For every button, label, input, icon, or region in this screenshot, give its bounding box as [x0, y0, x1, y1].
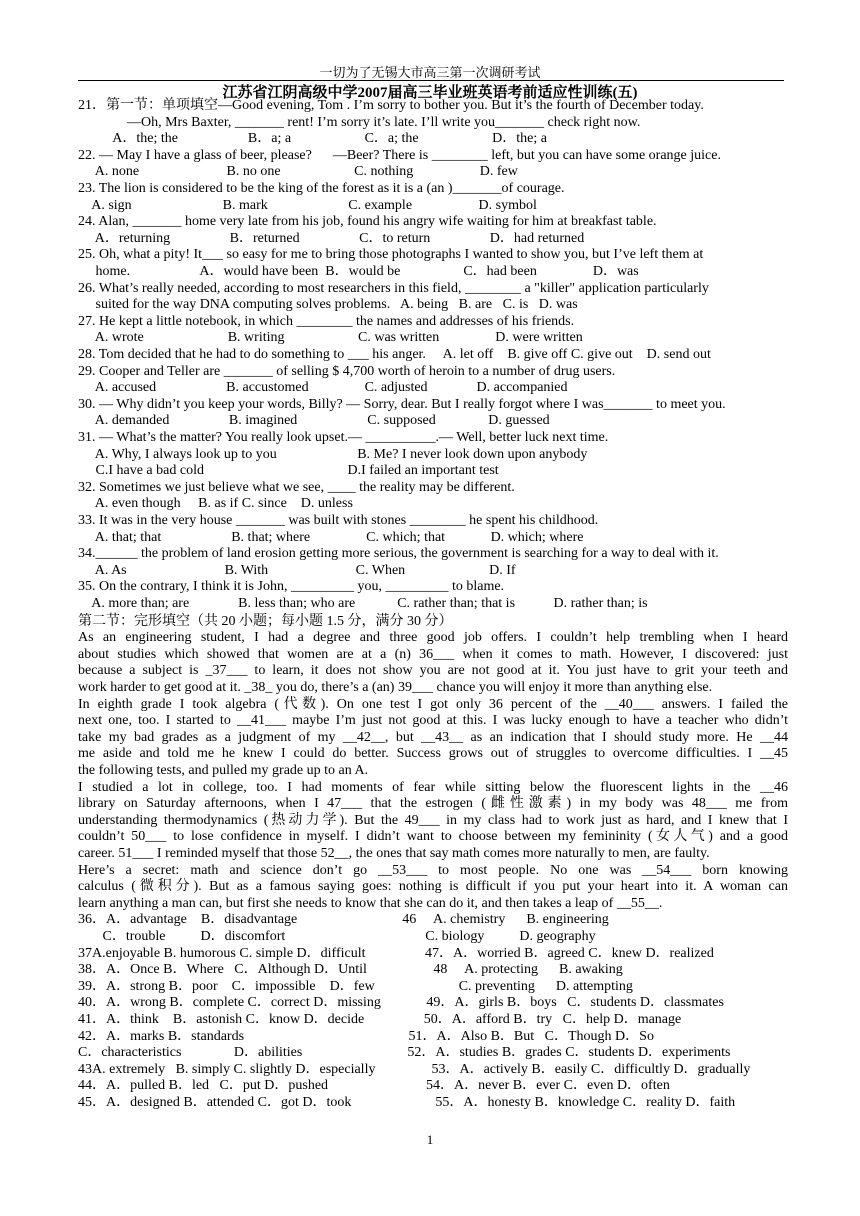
running-header: 一切为了无锡大市高三第一次调研考试	[319, 65, 541, 80]
option-line: 38．A．Once B．Where C．Although D．Until 48 A. protecting B. awaking	[78, 962, 623, 978]
passage-line: understanding thermodynamics (热动力学). But the 49___ in my class had to work just as hard, and I knew that I	[78, 812, 788, 828]
question-line: A. Why, I always look up to you B. Me? I never look down upon anybody	[78, 446, 588, 462]
document-title: 江苏省江阴高级中学2007届高三毕业班英语考前适应性训练(五)	[222, 85, 638, 101]
question-line: A. As B. With C. When D. If	[78, 562, 516, 578]
question-line: 21．第一节：单项填空—Good evening, Tom . I’m sorry to bother you. But it’s the fourth of December today.	[78, 98, 704, 113]
option-line: C．trouble D．discomfort C. biology D. geography	[78, 929, 596, 944]
passage-line: about studies which showed that women are at a (n) 36___ when it comes to math. However, I discovered: just	[78, 646, 788, 662]
option-line: C．characteristics D．abilities 52．A．studies B．grades C．students D．experiments	[78, 1045, 731, 1061]
question-line: 34.______ the problem of land erosion getting more serious, the government is searching for a way to deal with it.	[78, 546, 719, 562]
passage-line: the following tests, and pulled my grade up to an A.	[78, 763, 369, 778]
passage-line: me aside and told me he knew I could do better. Success grows out of struggles to overcome difficulties. I __45	[78, 746, 788, 762]
question-line: A. accused B. accustomed C. adjusted D. accompanied	[78, 380, 568, 396]
question-line: 35. On the contrary, I think it is John, _________ you, _________ to blame.	[78, 579, 505, 595]
option-line: 36．A．advantage B．disadvantage 46 A. chemistry B. engineering	[78, 912, 609, 928]
question-line: A. none B. no one C. nothing D. few	[78, 164, 518, 180]
question-line: 23. The lion is considered to be the king of the forest as it is a (an )_______of courage.	[78, 181, 565, 196]
question-line: 30. — Why didn’t you keep your words, Billy? — Sorry, dear. But I really forgot where I was_______ to meet you.	[78, 396, 726, 412]
option-line: 39．A．strong B．poor C．impossible D．few C. preventing D. attempting	[78, 978, 633, 994]
question-line: 28. Tom decided that he had to do something to ___ his anger. A. let off B. give off C. give out D. send out	[78, 347, 711, 362]
page-number: 1	[426, 1132, 434, 1147]
question-line: A. sign B. mark C. example D. symbol	[78, 197, 537, 213]
passage-line: Here’s a secret: math and science don’t go __53___ to most people. No one was __54___ born knowing	[78, 862, 788, 878]
option-line: 42．A．marks B．standards 51．A．Also B．But C．Though D．So	[78, 1028, 654, 1044]
question-line: A. that; that B. that; where C. which; that D. which; where	[78, 529, 584, 545]
passage-line: library on Saturday afternoons, when I 47___ that the estrogen (雌性激素) in my body was 48___ me from	[78, 796, 788, 812]
question-line: A. even though B. as if C. since D. unless	[78, 496, 353, 512]
passage-line: calculus (微积分). But as a famous saying goes: nothing is difficult if you put your heart into it. A woman can	[78, 879, 788, 895]
option-line: 41．A．think B．astonish C．know D．decide 50．A．afford B．try C．help D．manage	[78, 1012, 682, 1027]
passage-line: As an engineering student, I had a degree and three good job offers. I couldn’t help trembling when I heard	[78, 630, 788, 646]
passage-line: next one, too. I started to __41___ maybe I’m just not good at this. I was lucky enough to have a teacher who didn’t	[78, 713, 788, 729]
passage-line: work harder to get good at it. _38_ you do, there’s a (an) 39___ chance you will enjoy it more than anything else.	[78, 680, 713, 695]
question-line: 33. It was in the very house _______ was built with stones ________ he spent his childhood.	[78, 513, 599, 528]
question-line: C.I have a bad cold D.I failed an important test	[78, 463, 499, 479]
question-line: 24. Alan, _______ home very late from his job, found his angry wife waiting for him at breakfast table.	[78, 214, 657, 230]
question-line: A．returning B．returned C．to return D．had returned	[78, 230, 585, 246]
question-line: A. more than; are B. less than; who are C. rather than; that is D. rather than; is	[78, 596, 648, 611]
question-line: home. A．would have been B．would be C．had been D．was	[78, 264, 639, 279]
question-line: A. demanded B. imagined C. supposed D. guessed	[78, 413, 550, 429]
option-line: 45．A．designed B．attended C．got D．took 55．A．honesty B．knowledge C．reality D．faith	[78, 1095, 736, 1110]
option-line: 43A. extremely B. simply C. slightly D．especially 53．A．actively B．easily C．difficultly D．gradually	[78, 1061, 751, 1077]
passage-line: take my bad grades as a judgment of my __42__, but __43__ as an indication that I should study more. He __44	[78, 729, 788, 745]
question-line: 29. Cooper and Teller are _______ of selling $ 4,700 worth of heroin to a number of drug users.	[78, 363, 616, 379]
question-line: 27. He kept a little notebook, in which ________ the names and addresses of his friends.	[78, 313, 575, 329]
passage-line: In eighth grade I took algebra (代数). On one test I got only 36 percent of the __40___ answers. I failed the	[78, 696, 788, 712]
question-line: 26. What’s really needed, according to most researchers in this field, ________ a "killer" application particularly	[78, 280, 709, 296]
question-line: suited for the way DNA computing solves problems. A. being B. are C. is D. was	[78, 297, 578, 313]
passage-line: I studied a lot in college, too. I had moments of fear while sitting below the fluorescent lights in the __46	[78, 779, 788, 795]
question-line: 32. Sometimes we just believe what we see, ____ the reality may be different.	[78, 479, 515, 495]
option-line: 44．A．pulled B．led C．put D．pushed 54．A．never B．ever C．even D．often	[78, 1078, 670, 1094]
passage-line: learn anything a man can, but first she needs to know that she can do it, and then takes a leap of __55__.	[78, 895, 663, 911]
option-line: 37A.enjoyable B. humorous C. simple D．difficult 47．A．worried B．agreed C．knew D．realized	[78, 945, 714, 961]
question-line: A．the; the B．a; a C．a; the D．the; a	[78, 131, 547, 147]
option-line: 40．A．wrong B．complete C．correct D．missing 49．A．girls B．boys C．students D．classmates	[78, 995, 724, 1011]
section-heading: 第二节：完形填空（共 20 小题；每小题 1.5 分，满分 30 分）	[78, 613, 453, 629]
passage-line: career. 51___ I reminded myself that those 52__, the ones that say math comes more naturally to men, are faulty.	[78, 846, 710, 861]
passage-line: because a subject is _37___ to learn, it does not show you are not good at it. You just have to grit your teeth and	[78, 663, 788, 679]
question-line: A. wrote B. writing C. was written D. were written	[78, 330, 583, 346]
question-line: 31. — What’s the matter? You really look upset.— __________.— Well, better luck next time.	[78, 430, 609, 445]
passage-line: couldn’t 50___ to lose confidence in myself. I didn’t want to choose between my femininity (女人气) and a good	[78, 829, 788, 845]
question-line: 22. — May I have a glass of beer, please? —Beer? There is ________ left, but you can have some orange juice.	[78, 147, 721, 163]
question-line: 25. Oh, what a pity! It___ so easy for me to bring those photographs I wanted to show you, but I’ve left them at	[78, 247, 704, 263]
question-line: —Oh, Mrs Baxter, _______ rent! I’m sorry it’s late. I’ll write you_______ check right now.	[78, 114, 641, 130]
